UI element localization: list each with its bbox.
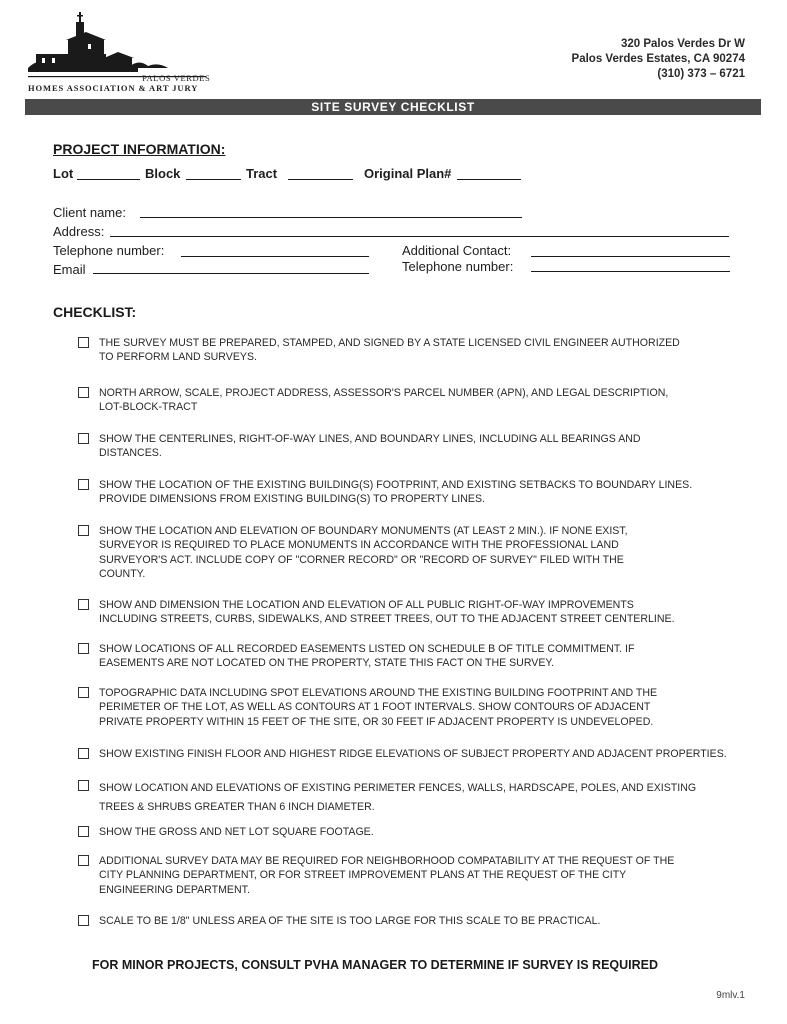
checklist-item: SHOW EXISTING FINISH FLOOR AND HIGHEST RIDGE ELEVATIONS OF SUBJECT PROPERTY AND ADJACENT PROPERTIES. <box>99 748 727 760</box>
checklist-item: THE SURVEY MUST BE PREPARED, STAMPED, AND SIGNED BY A STATE LICENSED CIVIL ENGINEER AUTHORIZED TO PERFORM LAND SURVEYS. <box>99 337 680 364</box>
checklist-checkbox[interactable] <box>78 599 89 610</box>
email-field[interactable] <box>93 273 369 274</box>
address-street: 320 Palos Verdes Dr W <box>620 38 745 50</box>
block-label: Block <box>145 166 181 181</box>
telephone-field[interactable] <box>181 256 369 257</box>
checklist-checkbox[interactable] <box>78 433 89 444</box>
address-label: Address: <box>53 224 105 239</box>
telephone-label: Telephone number: <box>53 243 165 258</box>
checklist-item: SHOW THE CENTERLINES, RIGHT-OF-WAY LINES, AND BOUNDARY LINES, INCLUDING ALL BEARINGS AND DISTANCES. <box>99 433 641 460</box>
checklist-checkbox[interactable] <box>78 525 89 536</box>
checklist-item: NORTH ARROW, SCALE, PROJECT ADDRESS, ASSESSOR'S PARCEL NUMBER (APN), AND LEGAL DESCRIPTION, LOT-BLOCK-TRACT <box>99 387 669 414</box>
client-name-field[interactable] <box>140 217 522 218</box>
additional-contact-label: Additional Contact: <box>402 243 512 258</box>
address-phone: (310) 373 – 6721 <box>657 68 745 80</box>
logo-line2: HOMES ASSOCIATION & ART JURY <box>28 83 199 93</box>
address-city: Palos Verdes Estates, CA 90274 <box>571 53 745 65</box>
telephone2-field[interactable] <box>531 271 730 272</box>
form-code: 9mlv.1 <box>716 990 745 1001</box>
original-plan-field[interactable] <box>457 179 521 180</box>
checklist-item: SCALE TO BE 1/8" UNLESS AREA OF THE SITE IS TOO LARGE FOR THIS SCALE TO BE PRACTICAL. <box>99 915 601 927</box>
checklist-item: TOPOGRAPHIC DATA INCLUDING SPOT ELEVATIONS AROUND THE EXISTING BUILDING FOOTPRINT AND THE PERIMETER OF THE LOT, AS WELL AS CONTOURS AT 1 FOOT INTERVALS. SHOW CONTOURS OF ADJACENT PRIVATE PROPERTY WITHIN 15 FEET OF THE SITE, OR 30 FEET IF ADJACENT PROPERTY IS UNDEVELOPED. <box>99 687 658 728</box>
additional-contact-field[interactable] <box>531 256 730 257</box>
checklist-item: SHOW LOCATION AND ELEVATIONS OF EXISTING PERIMETER FENCES, WALLS, HARDSCAPE, POLES, AND EXISTING TREES & SHRUBS GREATER THAN 6 INCH DIAMETER. <box>99 782 697 813</box>
tract-field[interactable] <box>288 179 353 180</box>
checklist-checkbox[interactable] <box>78 748 89 759</box>
original-plan-label: Original Plan# <box>364 166 452 181</box>
block-field[interactable] <box>186 179 241 180</box>
checklist-checkbox[interactable] <box>78 915 89 926</box>
checklist-checkbox[interactable] <box>78 337 89 348</box>
checklist-item: SHOW AND DIMENSION THE LOCATION AND ELEVATION OF ALL PUBLIC RIGHT-OF-WAY IMPROVEMENTS INCLUDING STREETS, CURBS, SIDEWALKS, AND STREET TREES, OUT TO THE ADJACENT STREET CENTERLINE. <box>99 599 675 626</box>
client-name-label: Client name: <box>53 205 126 220</box>
project-info-heading: PROJECT INFORMATION: <box>53 141 226 157</box>
checklist-checkbox[interactable] <box>78 826 89 837</box>
checklist-checkbox[interactable] <box>78 687 89 698</box>
lot-label: Lot <box>53 166 74 181</box>
email-label: Email <box>53 262 86 277</box>
checklist-item: SHOW THE GROSS AND NET LOT SQUARE FOOTAGE. <box>99 826 374 838</box>
checklist-checkbox[interactable] <box>78 780 89 791</box>
logo-line1: PALOS VERDES <box>142 73 211 83</box>
checklist-item: SHOW THE LOCATION OF THE EXISTING BUILDING(S) FOOTPRINT, AND EXISTING SETBACKS TO BOUNDARY LINES. PROVIDE DIMENSIONS FROM EXISTING BUILDING(S) TO PROPERTY LINES. <box>99 479 693 506</box>
logo <box>28 10 218 94</box>
tract-label: Tract <box>246 166 278 181</box>
page-title: SITE SURVEY CHECKLIST <box>25 99 761 115</box>
checklist-checkbox[interactable] <box>78 479 89 490</box>
building-logo-icon <box>28 10 218 82</box>
checklist-heading: CHECKLIST: <box>53 304 137 320</box>
footer-note: FOR MINOR PROJECTS, CONSULT PVHA MANAGER TO DETERMINE IF SURVEY IS REQUIRED <box>92 958 659 972</box>
checklist-item: ADDITIONAL SURVEY DATA MAY BE REQUIRED FOR NEIGHBORHOOD COMPATABILITY AT THE REQUEST OF THE CITY PLANNING DEPARTMENT, OR FOR STREET IMPROVEMENT PLANS AT THE REQUEST OF THE CITY ENGINEERING DEPARTMENT. <box>99 855 675 896</box>
checklist-checkbox[interactable] <box>78 387 89 398</box>
checklist-checkbox[interactable] <box>78 855 89 866</box>
lot-field[interactable] <box>77 179 140 180</box>
telephone2-label: Telephone number: <box>402 259 514 274</box>
address-field[interactable] <box>110 236 729 237</box>
checklist-item: SHOW THE LOCATION AND ELEVATION OF BOUNDARY MONUMENTS (AT LEAST 2 MIN.). IF NONE EXIST, SURVEYOR IS REQUIRED TO PLACE MONUMENTS IN ACCORDANCE WITH THE PROFESSIONAL LAND SURVEYOR'S ACT. INCLUDE COPY OF "CORNER RECORD" OR "RECORD OF SURVEY" FILED WITH THE COUNTY. <box>99 525 628 581</box>
checklist-item: SHOW LOCATIONS OF ALL RECORDED EASEMENTS LISTED ON SCHEDULE B OF TITLE COMMITMENT. IF EASEMENTS ARE NOT LOCATED ON THE PROPERTY, STATE THIS FACT ON THE SURVEY. <box>99 643 635 670</box>
checklist-checkbox[interactable] <box>78 643 89 654</box>
